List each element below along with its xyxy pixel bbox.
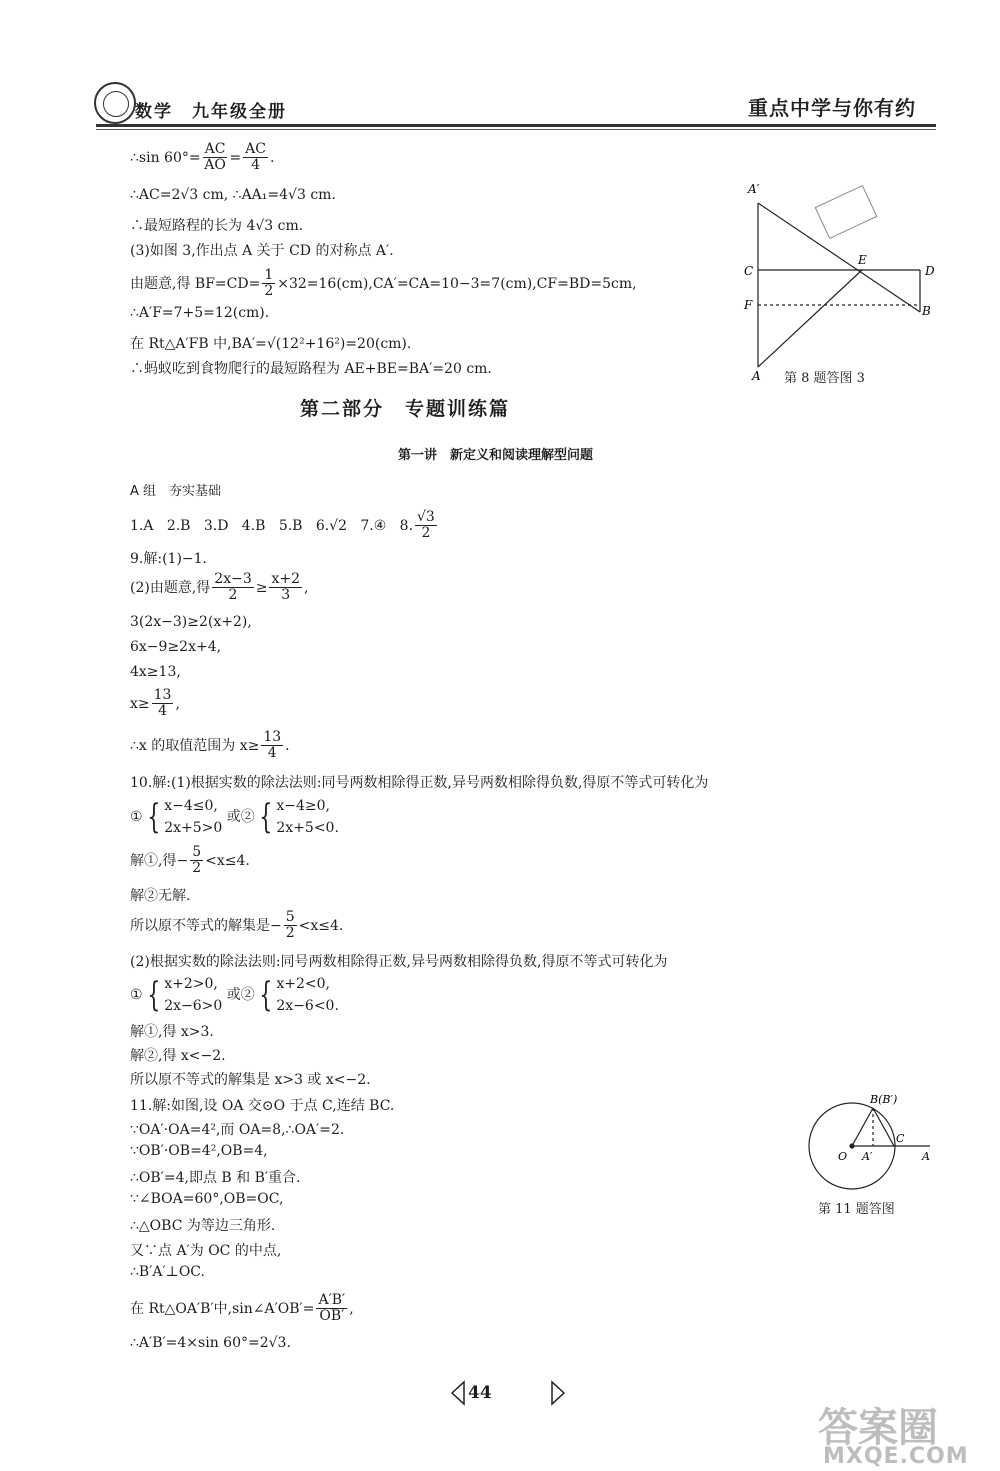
label-a: A	[752, 369, 761, 383]
text-line: 所以原不等式的解集是− $\frac{5}{2}$ <x≤4.	[130, 909, 344, 942]
answer-item: 7.④	[360, 517, 387, 534]
text-line: ∴x 的取值范围为 x≥ $\frac{13}{4}$ .	[130, 729, 290, 762]
text-line: 在 Rt△OA′B′中,sin∠A′OB′= $\frac{A'B'}{OB'}$ ,	[130, 1292, 354, 1325]
text-line: 10.解:(1)根据实数的除法法则:同号两数相除得正数,异号两数相除得负数,得原不等式可转化为	[130, 775, 709, 791]
text-line: ∴A′F=7+5=12(cm).	[130, 305, 270, 321]
label-b: B(B′)	[870, 1093, 898, 1106]
group-title: A 组 夯实基础	[130, 484, 222, 499]
page-number-ornament	[448, 1378, 568, 1408]
text-line: (2)由题意,得 $\frac{2x-3}{2}$ ≥ $\frac{x+2}{3}$ ,	[130, 571, 309, 604]
text-line: ∴sin 60°= $\frac{AC}{AO}$ = $\frac{AC}{4}$ .	[130, 141, 275, 174]
answer-item: 5.B	[278, 517, 303, 534]
label-c: C	[744, 264, 754, 278]
inequality-system: ① { x+2>0, 2x−6>0 或② { x+2<0, 2x−6<0.	[130, 975, 339, 1015]
figure-8-diagram	[740, 175, 940, 385]
label-f: F	[744, 298, 753, 312]
series-slogan: 重点中学与你有约	[748, 96, 916, 120]
header-rule	[96, 124, 936, 127]
text-line: 11.解:如图,设 OA 交⊙O 于点 C,连结 BC.	[130, 1098, 395, 1114]
label-o: O	[838, 1150, 848, 1163]
answer-item: 6.√2	[315, 517, 348, 534]
text-line: 解②无解.	[130, 888, 191, 904]
label-a: A	[922, 1150, 930, 1163]
text-line: 在 Rt△A′FB 中,BA′=√(12²+16²)=20(cm).	[130, 336, 412, 352]
answer-item: 3.D	[203, 517, 229, 534]
figure-11-diagram	[800, 1090, 940, 1200]
text-line: 4x≥13,	[130, 664, 181, 680]
answer-item: 4.B	[241, 517, 266, 534]
text-line: 又∵点 A′为 OC 的中点,	[130, 1243, 282, 1259]
figure-8-caption: 第 8 题答图 3	[784, 371, 865, 386]
text-line: 解①,得− $\frac{5}{2}$ <x≤4.	[130, 844, 250, 877]
text-line: ∴最短路程的长为 4√3 cm.	[130, 218, 304, 234]
text-line: 3(2x−3)≥2(x+2),	[130, 614, 252, 630]
text-line: 所以原不等式的解集是 x>3 或 x<−2.	[130, 1072, 371, 1088]
text-line: 由题意,得 BF=CD= $\frac{1}{2}$ ×32=16(cm),CA′=CA=10−3=7(cm),CF=BD=5cm,	[130, 267, 637, 300]
page-number: 44	[468, 1383, 492, 1403]
label-a1: A′	[748, 182, 760, 196]
answer-item: 8.	[399, 517, 414, 534]
ant-sticker-icon	[815, 186, 876, 239]
text-line: ∴蚂蚁吃到食物爬行的最短路程为 AE+BE=BA′=20 cm.	[130, 361, 492, 377]
section-title: 第二部分 专题训练篇	[300, 398, 511, 420]
text-line: 6x−9≥2x+4,	[130, 639, 222, 655]
text-line: 9.解:(1)−1.	[130, 551, 207, 567]
inequality-system: ① { x−4≤0, 2x+5>0 或② { x−4≥0, 2x+5<0.	[130, 797, 339, 837]
text-line: ∴△OBC 为等边三角形.	[130, 1218, 276, 1234]
text-line: ∵∠BOA=60°,OB=OC,	[130, 1191, 284, 1207]
line-o-b	[852, 1108, 873, 1146]
book-title: 数学 九年级全册	[135, 102, 287, 122]
lecture-title: 第一讲 新定义和阅读理解型问题	[398, 448, 594, 463]
text-line: (2)根据实数的除法法则:同号两数相除得正数,异号两数相除得负数,得原不等式可转化为	[130, 954, 668, 970]
figure-11-caption: 第 11 题答图	[818, 1202, 895, 1217]
text-line: ∵OA′·OA=4²,而 OA=8,∴OA′=2.	[130, 1122, 345, 1138]
text-line: ∴AC=2√3 cm, ∴AA₁=4√3 cm.	[130, 187, 336, 203]
answer-line: 1.A 2.B 3.D 4.B 5.B 6.√2 7.④ 8. $\frac{√3}{2}$	[130, 509, 435, 542]
line-a-e	[758, 270, 862, 367]
label-d: D	[925, 264, 935, 278]
watermark-logo: 答案圈	[818, 1405, 938, 1451]
label-a1: A′	[862, 1150, 873, 1163]
text-line: ∴A′B′=4×sin 60°=2√3.	[130, 1335, 291, 1351]
text-line: 解①,得 x>3.	[130, 1024, 214, 1040]
label-e: E	[858, 253, 867, 267]
point-o	[850, 1144, 854, 1148]
text-line: ∴OB′=4,即点 B 和 B′重合.	[130, 1170, 301, 1186]
answer-item: 1.A	[130, 517, 154, 534]
answer-item: 2.B	[166, 517, 191, 534]
header-rule-thin	[96, 129, 936, 130]
text-line: x≥ $\frac{13}{4}$ ,	[130, 687, 180, 720]
text-line: ∴B′A′⊥OC.	[130, 1264, 205, 1280]
publisher-logo	[94, 82, 136, 124]
text-line: 解②,得 x<−2.	[130, 1048, 226, 1064]
text-line: ∵OB′·OB=4²,OB=4,	[130, 1143, 268, 1159]
label-b: B	[922, 304, 931, 318]
watermark-url: MXQE.COM	[823, 1444, 969, 1469]
line-a1-b	[758, 203, 920, 312]
text-line: (3)如图 3,作出点 A 关于 CD 的对称点 A′.	[130, 243, 394, 259]
label-c: C	[896, 1132, 905, 1145]
